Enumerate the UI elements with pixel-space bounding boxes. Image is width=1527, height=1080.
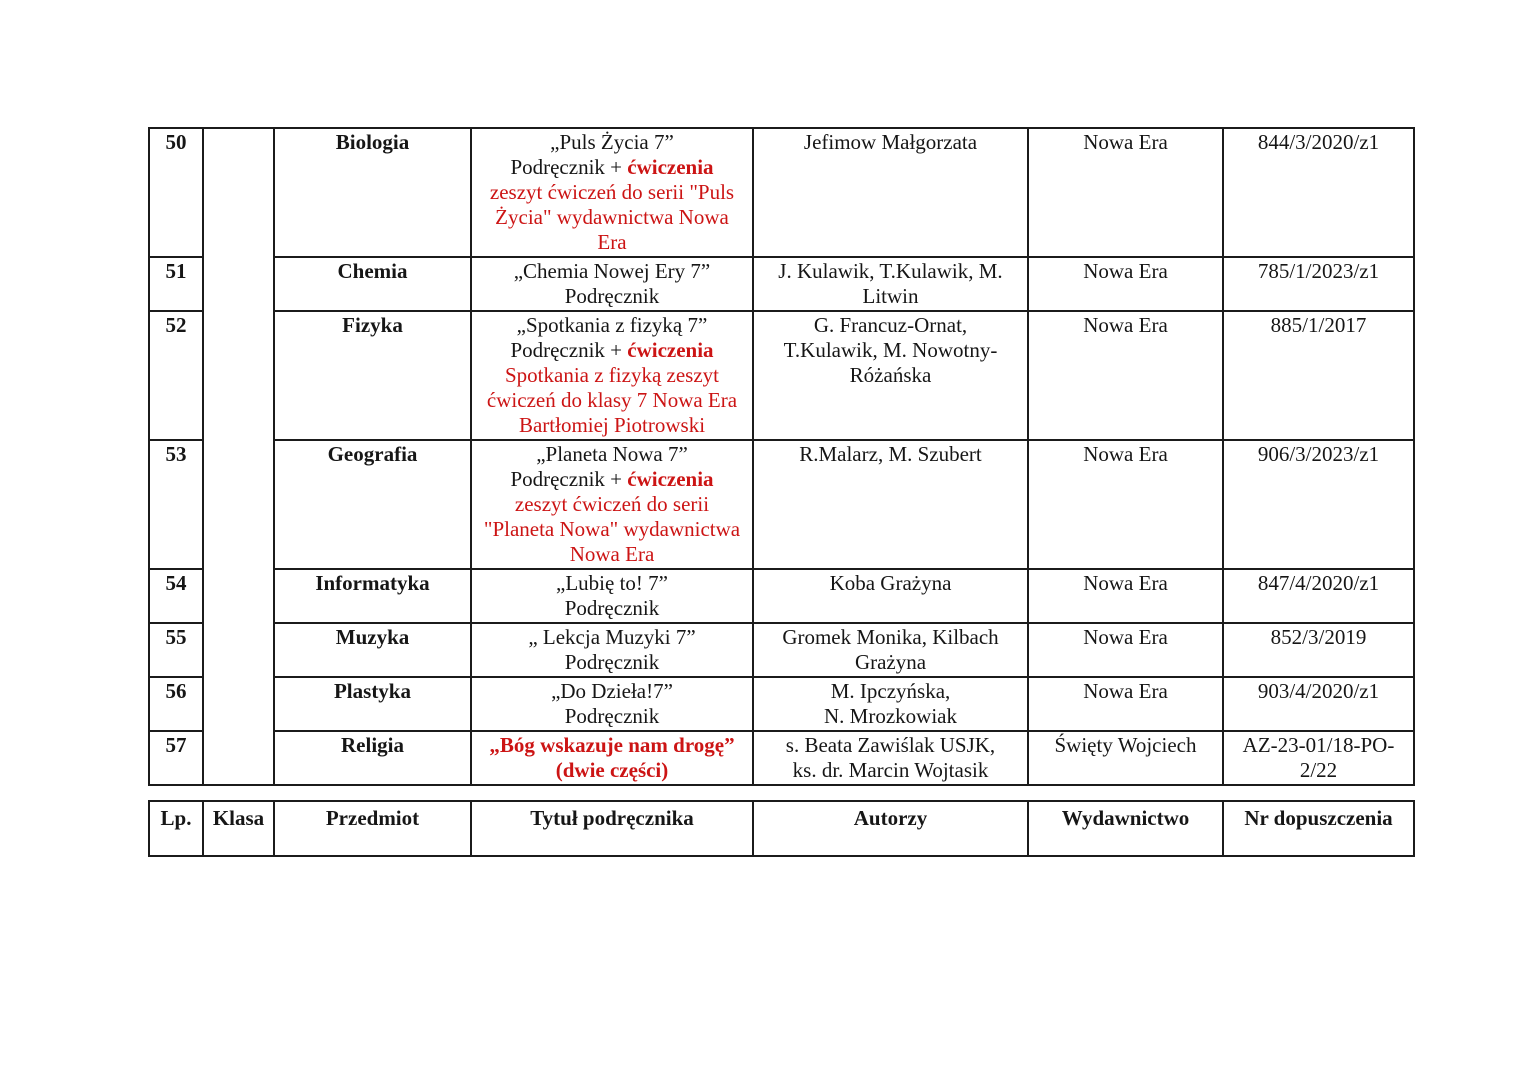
- subject-cell: Religia: [274, 731, 471, 785]
- title-segment: Podręcznik +: [510, 155, 628, 179]
- title-line: [475, 492, 749, 517]
- title-segment: Nowa Era: [569, 542, 655, 566]
- table-row: [149, 440, 1414, 569]
- subject-cell: Fizyka: [274, 311, 471, 440]
- publisher-cell: Święty Wojciech: [1028, 731, 1223, 785]
- title-segment: zeszyt ćwiczeń do serii: [514, 492, 710, 516]
- title-segment: ćwiczenia: [627, 467, 714, 491]
- title-segment: Bartłomiej Piotrowski: [518, 413, 706, 437]
- table-row: [149, 569, 1414, 623]
- lp-cell: 54: [149, 569, 203, 623]
- authors-cell: [753, 569, 1028, 623]
- table-row: [149, 128, 1414, 257]
- table-row: [149, 731, 1414, 785]
- approval-line: 847/4/2020/z1: [1257, 571, 1380, 595]
- title-cell: [471, 128, 753, 257]
- title-segment: Podręcznik: [564, 596, 660, 620]
- title-segment: Życia" wydawnictwa Nowa: [495, 205, 729, 229]
- authors-cell: [753, 440, 1028, 569]
- approval-line: 903/4/2020/z1: [1257, 679, 1380, 703]
- title-segment: „ Lekcja Muzyki 7”: [528, 625, 696, 649]
- title-cell: [471, 623, 753, 677]
- title-line: [475, 388, 749, 413]
- author-line: G. Francuz-Ornat,: [813, 313, 968, 337]
- lp-cell: 51: [149, 257, 203, 311]
- authors-cell: [753, 623, 1028, 677]
- approval-number-cell: [1223, 677, 1414, 731]
- title-line: [475, 542, 749, 567]
- title-segment: „Do Dzieła!7”: [551, 679, 673, 703]
- authors-cell: [753, 677, 1028, 731]
- lp-cell: 55: [149, 623, 203, 677]
- publisher-cell: Nowa Era: [1028, 569, 1223, 623]
- title-segment: „Planeta Nowa 7”: [536, 442, 688, 466]
- title-line: [475, 313, 749, 338]
- author-line: N. Mrozkowiak: [824, 704, 957, 728]
- title-line: [475, 130, 749, 155]
- lp-cell: 56: [149, 677, 203, 731]
- header-klasa: Klasa: [203, 801, 274, 856]
- title-line: [475, 467, 749, 492]
- title-segment: Podręcznik +: [510, 338, 628, 362]
- title-line: [475, 733, 749, 758]
- title-line: [475, 517, 749, 542]
- header-nr-dopuszczenia: Nr dopuszczenia: [1223, 801, 1414, 856]
- table-row: [149, 623, 1414, 677]
- subject-cell: Chemia: [274, 257, 471, 311]
- approval-number-cell: [1223, 731, 1414, 785]
- header-przedmiot: Przedmiot: [274, 801, 471, 856]
- table-row: [149, 311, 1414, 440]
- title-segment: „Puls Życia 7”: [550, 130, 674, 154]
- title-line: [475, 442, 749, 467]
- main-table-body: [149, 128, 1414, 785]
- title-cell: [471, 731, 753, 785]
- title-line: [475, 625, 749, 650]
- approval-number-cell: [1223, 569, 1414, 623]
- title-line: [475, 413, 749, 438]
- title-segment: zeszyt ćwiczeń do serii "Puls: [489, 180, 735, 204]
- title-cell: [471, 440, 753, 569]
- title-segment: ćwiczeń do klasy 7 Nowa Era: [486, 388, 738, 412]
- author-line: ks. dr. Marcin Wojtasik: [792, 758, 989, 782]
- header-lp: Lp.: [149, 801, 203, 856]
- publisher-cell: Nowa Era: [1028, 128, 1223, 257]
- publisher-cell: Nowa Era: [1028, 311, 1223, 440]
- approval-number-cell: [1223, 311, 1414, 440]
- title-segment: ćwiczenia: [627, 155, 714, 179]
- title-line: [475, 338, 749, 363]
- subject-cell: Muzyka: [274, 623, 471, 677]
- lp-cell: 52: [149, 311, 203, 440]
- title-line: [475, 259, 749, 284]
- approval-line: 2/22: [1299, 758, 1338, 782]
- title-cell: [471, 311, 753, 440]
- lp-cell: 50: [149, 128, 203, 257]
- title-line: [475, 230, 749, 255]
- publisher-cell: Nowa Era: [1028, 440, 1223, 569]
- title-line: [475, 650, 749, 675]
- title-line: [475, 205, 749, 230]
- title-segment: „Bóg wskazuje nam drogę”: [489, 733, 735, 757]
- title-segment: "Planeta Nowa" wydawnictwa: [483, 517, 741, 541]
- author-line: T.Kulawik, M. Nowotny-: [783, 338, 998, 362]
- author-line: J. Kulawik, T.Kulawik, M.: [778, 259, 1003, 283]
- approval-number-cell: [1223, 440, 1414, 569]
- title-line: [475, 155, 749, 180]
- title-segment: (dwie części): [555, 758, 669, 782]
- title-segment: Podręcznik: [564, 284, 660, 308]
- title-line: [475, 704, 749, 729]
- document-page: [148, 127, 1418, 857]
- class-cell: [203, 128, 274, 785]
- title-line: [475, 284, 749, 309]
- subject-cell: Geografia: [274, 440, 471, 569]
- approval-number-cell: [1223, 623, 1414, 677]
- publisher-cell: Nowa Era: [1028, 623, 1223, 677]
- title-line: [475, 758, 749, 783]
- publisher-cell: Nowa Era: [1028, 257, 1223, 311]
- title-cell: [471, 257, 753, 311]
- approval-line: 906/3/2023/z1: [1257, 442, 1380, 466]
- title-line: [475, 596, 749, 621]
- title-segment: Era: [597, 230, 627, 254]
- approval-number-cell: [1223, 128, 1414, 257]
- title-cell: [471, 569, 753, 623]
- approval-line: 885/1/2017: [1270, 313, 1367, 337]
- lp-cell: 57: [149, 731, 203, 785]
- authors-cell: [753, 257, 1028, 311]
- author-line: Grażyna: [854, 650, 927, 674]
- title-line: [475, 679, 749, 704]
- title-line: [475, 180, 749, 205]
- title-segment: „Chemia Nowej Ery 7”: [513, 259, 711, 283]
- author-line: Litwin: [862, 284, 919, 308]
- approval-number-cell: [1223, 257, 1414, 311]
- subject-cell: Plastyka: [274, 677, 471, 731]
- lp-cell: 53: [149, 440, 203, 569]
- title-cell: [471, 677, 753, 731]
- author-line: Gromek Monika, Kilbach: [782, 625, 999, 649]
- author-line: Koba Grażyna: [829, 571, 952, 595]
- column-header-row: [149, 801, 1414, 856]
- author-line: s. Beata Zawiślak USJK,: [785, 733, 996, 757]
- table-row: [149, 677, 1414, 731]
- subject-cell: Biologia: [274, 128, 471, 257]
- title-segment: Spotkania z fizyką zeszyt: [505, 363, 719, 387]
- title-line: [475, 363, 749, 388]
- header-autorzy: Autorzy: [753, 801, 1028, 856]
- author-line: R.Malarz, M. Szubert: [799, 442, 982, 466]
- column-header-table: [148, 800, 1415, 857]
- main-textbook-table: [148, 127, 1415, 786]
- author-line: M. Ipczyńska,: [830, 679, 951, 703]
- author-line: Jefimow Małgorzata: [803, 130, 978, 154]
- title-line: [475, 571, 749, 596]
- title-segment: „Lubię to! 7”: [556, 571, 668, 595]
- approval-line: 852/3/2019: [1270, 625, 1367, 649]
- title-segment: Podręcznik: [564, 650, 660, 674]
- approval-line: 785/1/2023/z1: [1257, 259, 1380, 283]
- approval-line: 844/3/2020/z1: [1257, 130, 1380, 154]
- title-segment: Podręcznik +: [510, 467, 628, 491]
- authors-cell: [753, 128, 1028, 257]
- header-tytul: Tytuł podręcznika: [471, 801, 753, 856]
- approval-line: AZ-23-01/18-PO-: [1242, 733, 1395, 757]
- title-segment: ćwiczenia: [627, 338, 714, 362]
- title-segment: Podręcznik: [564, 704, 660, 728]
- authors-cell: [753, 731, 1028, 785]
- publisher-cell: Nowa Era: [1028, 677, 1223, 731]
- author-line: Różańska: [849, 363, 932, 387]
- header-wydawnictwo: Wydawnictwo: [1028, 801, 1223, 856]
- table-row: [149, 257, 1414, 311]
- authors-cell: [753, 311, 1028, 440]
- subject-cell: Informatyka: [274, 569, 471, 623]
- title-segment: „Spotkania z fizyką 7”: [516, 313, 708, 337]
